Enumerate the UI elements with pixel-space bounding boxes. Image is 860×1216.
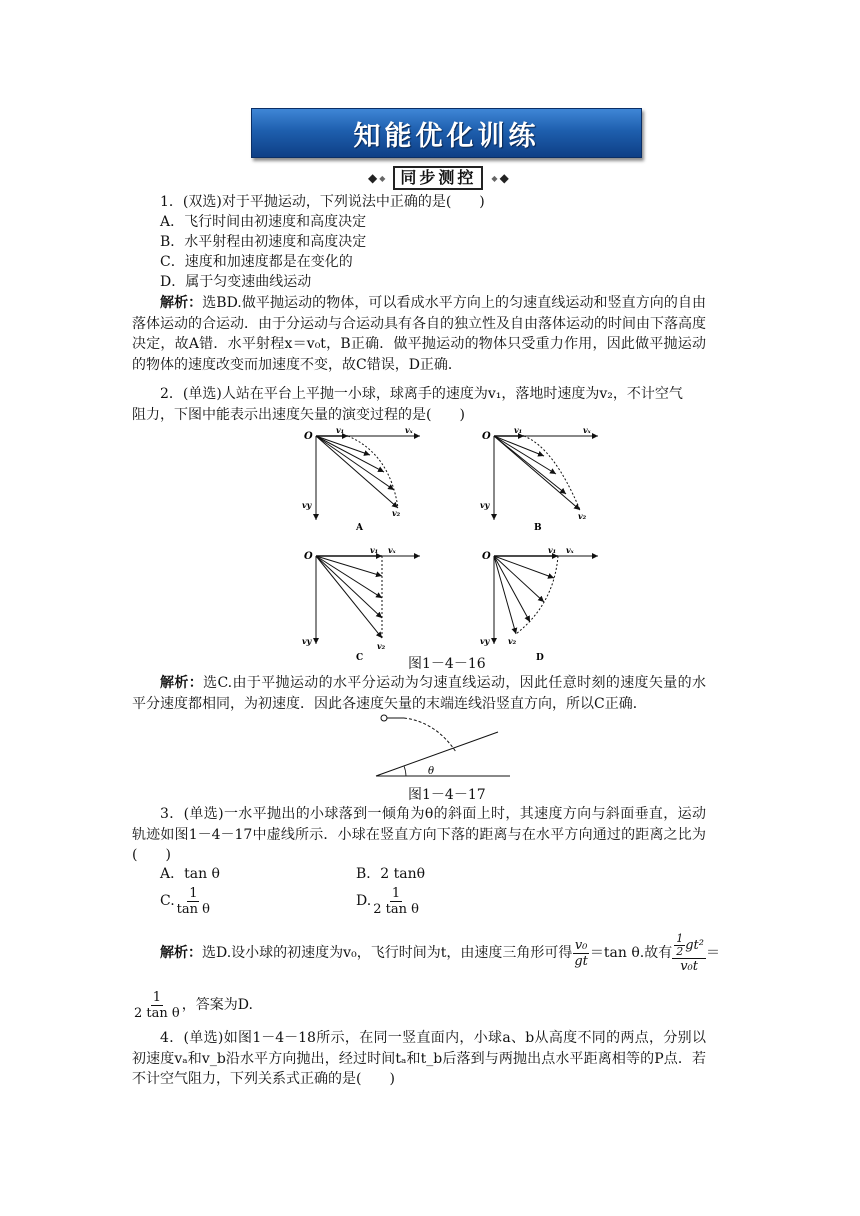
panel-c-origin: O	[304, 551, 313, 562]
section-banner	[251, 108, 642, 158]
panel-c-v1: v₁	[370, 545, 379, 555]
analysis-label: 解析：	[160, 675, 204, 691]
panel-b-origin: O	[482, 431, 491, 442]
figure-1-4-16	[290, 420, 610, 660]
q3-option-c	[160, 884, 212, 918]
q3-option-a: A．tan θ	[160, 866, 220, 882]
fraction-denominator: 2 tan θ	[134, 1005, 180, 1021]
fraction-numerator: v₀	[574, 937, 588, 953]
subtitle-text: 同步测控	[393, 166, 483, 190]
q4-stem: 4．(单选)如图1－4－18所示，在同一竖直面内，小球a、b从高度不同的两点，分别以初速度vₐ和v_b沿水平方向抛出，经过时间tₐ和t_b后落到与两抛出点水平距离相等的P点．若不计空气阻力，下列关系式正确的是( )	[132, 1030, 706, 1087]
q3-option-c-fraction	[175, 886, 212, 917]
q1-option-b: B．水平射程由初速度和高度决定	[160, 234, 367, 250]
panel-b	[480, 425, 598, 533]
q3-analysis-text-c: ＝	[705, 945, 720, 961]
q2-analysis-text: 选C.由于平抛运动的水平分运动为匀速直线运动，因此任意时刻的速度矢量的水平分速度都相同，为初速度．因此各速度矢量的末端连线沿竖直方向，所以C正确．	[132, 675, 707, 712]
q3-option-b: B．2 tanθ	[356, 866, 426, 882]
panel-d	[480, 545, 598, 660]
q3-analysis-text-d: ，答案为D.	[181, 997, 253, 1013]
fraction-denominator: tan θ	[176, 901, 210, 917]
ball-icon	[381, 715, 387, 721]
figure-1-4-17-caption: 图1－4－17	[408, 787, 486, 803]
panel-a	[302, 425, 420, 533]
panel-c-v2: v₂	[377, 641, 386, 651]
fraction-denominator: 2 tan θ	[373, 901, 419, 917]
panel-d-label: D	[536, 653, 544, 660]
panel-b-label: B	[534, 523, 542, 533]
banner-title: 知能优化训练	[353, 120, 540, 152]
diamond-icon: ◆	[368, 171, 378, 185]
q1-analysis	[132, 293, 706, 375]
gt-squared: gt²	[685, 937, 704, 953]
q3-option-d-fraction	[371, 886, 421, 917]
q2-stem-line1: 2．(单选)人站在平台上平抛一小球，球离手的速度为v₁，落地时速度为v₂，不计空气	[160, 386, 683, 402]
panel-a-vy: vy	[302, 500, 312, 510]
panel-c-vy: vy	[302, 636, 312, 646]
analysis-label: 解析：	[160, 945, 202, 961]
panel-c-label: C	[356, 653, 364, 660]
panel-c	[302, 545, 420, 660]
q1-option-a: A．飞行时间由初速度和高度决定	[160, 214, 367, 230]
panel-b-vy: vy	[480, 500, 490, 510]
q1-stem: 1．(双选)对于平抛运动，下列说法中正确的是( )	[160, 194, 485, 210]
panel-a-v1: v₁	[336, 425, 345, 435]
q3-analysis-text-a: 选D.设小球的初速度为v₀，飞行时间为t，由速度三角形可得	[202, 945, 573, 961]
figure-1-4-16-caption: 图1－4－16	[408, 656, 486, 672]
half-numerator: 1	[676, 931, 684, 945]
panel-b-v1: v₁	[514, 425, 523, 435]
diamond-icon: ◆	[499, 171, 509, 185]
fraction-numerator: 1	[391, 885, 401, 901]
q3-option-d	[356, 884, 421, 918]
q3-option-d-prefix: D.	[356, 893, 372, 909]
q1-analysis-text: 选BD.做平抛运动的物体，可以看成水平方向上的匀速直线运动和竖直方向的自由落体运动的合运动．由于分运动与合运动具有各自的独立性及自由落体运动的时间由下落高度决定，故A错．水平射程x＝v₀t，B正确．做平抛运动的物体只受重力作用，因此做平抛运动的物体的速度改变而加速度不变，故C错误，D正确．	[132, 295, 707, 373]
diamond-small-icon: ◆	[491, 173, 498, 183]
q3-analysis-fraction3	[132, 990, 182, 1021]
q3-analysis-line2	[132, 988, 253, 1022]
q3-analysis-fraction2	[672, 933, 706, 974]
half-fraction	[674, 933, 685, 958]
q3-option-c-prefix: C.	[160, 893, 175, 909]
fraction-denominator: v₀t	[680, 958, 698, 974]
q3-stem: 3．(单选)一水平抛出的小球落到一倾角为θ的斜面上时，其速度方向与斜面垂直，运动轨迹如图1－4－17中虚线所示．小球在竖直方向下落的距离与在水平方向通过的距离之比为( )	[132, 806, 706, 863]
section-subtitle	[368, 167, 509, 189]
panel-a-v2: v₂	[392, 508, 401, 518]
panel-a-label: A	[356, 523, 363, 533]
q3-analysis-line1	[160, 930, 720, 976]
panel-d-origin: O	[482, 551, 491, 562]
panel-d-v1: v₁	[548, 545, 557, 555]
q3-analysis-fraction1	[572, 938, 590, 969]
panel-d-vy: vy	[480, 636, 490, 646]
panel-d-vx: vₓ	[566, 545, 574, 555]
q3-analysis-text-b: ＝tan θ.故有	[589, 945, 673, 961]
panel-b-v2: v₂	[578, 511, 587, 521]
analysis-label: 解析：	[160, 295, 203, 311]
fraction-numerator	[672, 933, 706, 959]
fraction-denominator: gt	[574, 953, 588, 969]
panel-a-origin: O	[304, 431, 313, 442]
fraction-numerator: 1	[189, 885, 198, 901]
panel-c-vx: vₓ	[388, 545, 396, 555]
diamond-small-icon: ◆	[379, 173, 386, 183]
panel-a-vx: vₓ	[405, 425, 413, 435]
panel-d-v2: v₂	[508, 636, 517, 646]
figure-1-4-17	[370, 710, 520, 782]
q2-stem-line2: 阻力，下图中能表示出速度矢量的演变过程的是( )	[132, 407, 465, 423]
fraction-numerator: 1	[152, 989, 161, 1005]
q1-option-d: D．属于匀变速曲线运动	[160, 274, 312, 290]
panel-b-vx: vₓ	[583, 425, 591, 435]
angle-label: θ	[428, 766, 435, 777]
q1-option-c: C．速度和加速度都是在变化的	[160, 254, 353, 270]
q2-analysis	[132, 673, 706, 714]
half-denominator: 2	[676, 944, 684, 958]
